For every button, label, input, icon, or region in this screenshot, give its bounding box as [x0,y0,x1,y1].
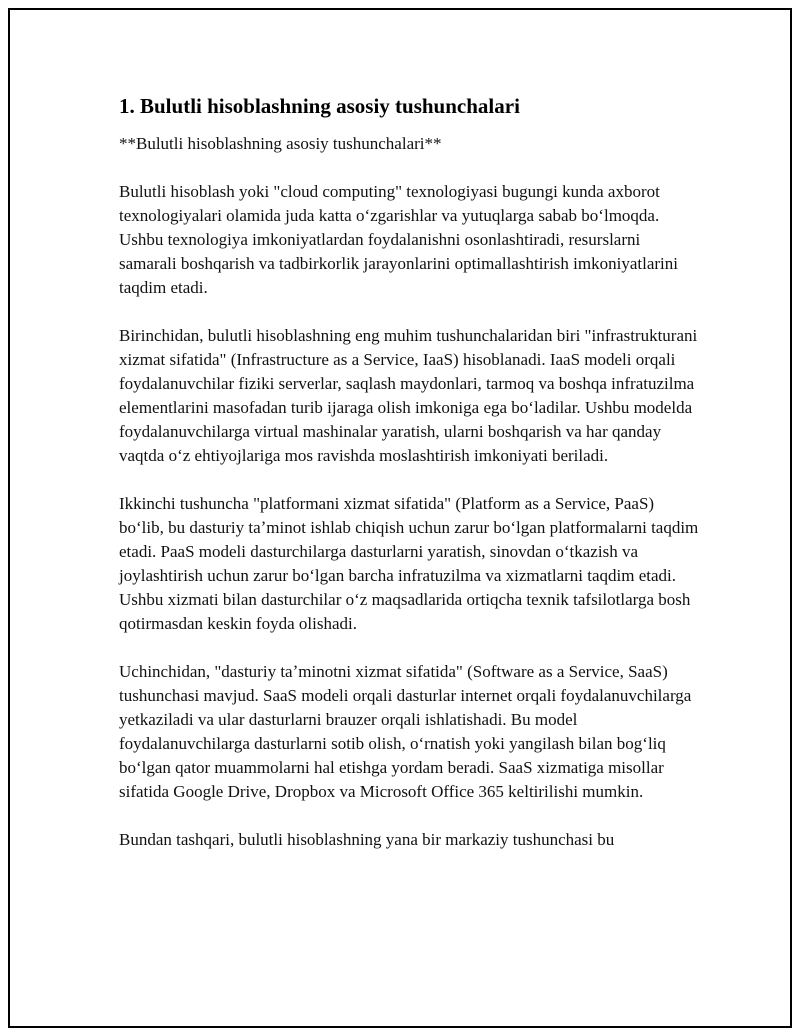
page-frame [8,8,792,1028]
paragraph-saas: Uchinchidan, "dasturiy taʼminotni xizmat sifatida" (Software as a Service, SaaS) tushunchasi mavjud. SaaS modeli orqali dasturlar internet orqali foydalanuvchilarga yetkaziladi va ular dasturlarni brauzer orqali ishlatishadi. Bu model foydalanuvchilarga dasturlarni sotib olish, oʻrnatish yoki yangilash bilan bogʻliq boʻlgan qator muammolarni hal etishga yordam beradi. SaaS xizmatiga misollar sifatida Google Drive, Dropbox va Microsoft Office 365 keltirilishi mumkin. [119,662,692,801]
paragraph-intro: Bulutli hisoblash yoki "cloud computing" texnologiyasi bugungi kunda axborot texnologiyalari olamida juda katta oʻzgarishlar va yutuqlarga sabab boʻlmoqda. Ushbu texnologiya imkoniyatlardan foydalanishni osonlashtiradi, resurslarni samarali boshqarish va tadbirkorlik jarayonlarini optimallashtirish imkoniyatlarini taqdim etadi. [119,182,678,297]
paragraph-paas: Ikkinchi tushuncha "platformani xizmat sifatida" (Platform as a Service, PaaS) boʻlib, bu dasturiy taʼminot ishlab chiqish uchun zarur boʻlgan platformalarni taqdim etadi. PaaS modeli dasturchilarga dasturlarni yaratish, sinovdan oʻtkazish va joylashtirish uchun zarur boʻlgan barcha infratuzilma va xizmatlarni taqdim etadi. Ushbu xizmati bilan dasturchilar oʻz maqsadlarida ortiqcha texnik tafsilotlarga bosh qotirmasdan keskin foyda olishadi. [119,494,699,633]
paragraph-continuation: Bundan tashqari, bulutli hisoblashning yana bir markaziy tushunchasi bu [119,830,615,849]
document-body [119,92,699,876]
paragraph-iaas: Birinchidan, bulutli hisoblashning eng muhim tushunchalaridan biri "infrastrukturani xizmat sifatida" (Infrastructure as a Service, IaaS) hisoblanadi. IaaS modeli orqali foydalanuvchilar fiziki serverlar, saqlash maydonlari, tarmoq va boshqa infratuzilma elementlarini masofadan turib ijaraga olish imkoniga ega boʻladilar. Ushbu modelda foydalanuvchilarga virtual mashinalar yaratish, ularni boshqarish va har qanday vaqtda oʻz ehtiyojlariga mos ravishda moslashtirish imkoniyati beriladi. [119,326,698,465]
section-heading: 1. Bulutli hisoblashning asosiy tushunchalari [119,94,520,118]
section-subtitle: **Bulutli hisoblashning asosiy tushunchalari** [119,134,442,153]
